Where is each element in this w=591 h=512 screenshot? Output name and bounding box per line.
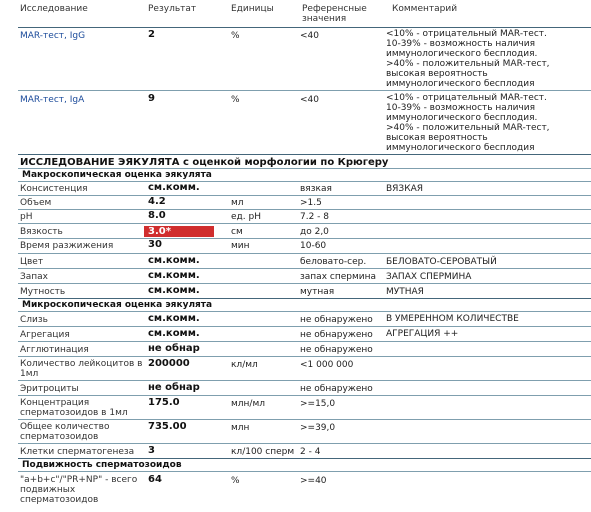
mar-iga-name: MAR-тест, IgA: [20, 95, 85, 105]
row-odor-ref: запах спермина: [300, 272, 377, 282]
row-leukocytes-value: 200000: [148, 358, 190, 369]
row-color-comment: БЕЛОВАТО-СЕРОВАТЫЙ: [386, 257, 497, 267]
row-liquefaction-value: 30: [148, 239, 162, 250]
row-odor-comment: ЗАПАХ СПЕРМИНА: [386, 272, 472, 282]
row-viscosity-ref: до 2,0: [300, 227, 329, 237]
row-leukocytes-ref: <1 000 000: [300, 360, 354, 370]
row-viscosity-unit: см: [231, 227, 243, 237]
row-erythrocytes-ref: не обнаружено: [300, 384, 373, 394]
mar-igg-ref: <40: [300, 31, 319, 41]
divider: [18, 209, 591, 210]
divider: [18, 419, 591, 420]
row-turbidity-name: Мутность: [20, 287, 66, 297]
row-ph-ref: 7.2 - 8: [300, 212, 330, 222]
header-ref: Референсные значения: [302, 4, 367, 24]
mar-igg-comment: <10% - отрицательный MAR-тест. 10-39% - возможность наличия иммунологического бесплодия. >40% - положительный MAR-тест, высокая вероятность иммунологического бесплодия: [386, 29, 550, 89]
row-turbidity-ref: мутная: [300, 287, 335, 297]
row-aggregation-comment: АГРЕГАЦИЯ ++: [386, 329, 459, 339]
row-motile-name: "a+b+c"/"PR+NP" - всего подвижных сперматозоидов: [20, 475, 138, 505]
row-color-value: см.комм.: [148, 255, 200, 266]
row-leukocytes-unit: кл/мл: [231, 360, 258, 370]
mar-iga-comment: <10% - отрицательный MAR-тест. 10-39% - возможность наличия иммунологического бесплодия. >40% - положительный MAR-тест, высокая вероятность иммунологического бесплодия: [386, 93, 550, 153]
row-turbidity-comment: МУТНАЯ: [386, 287, 424, 297]
divider: [18, 471, 591, 472]
divider: [18, 380, 591, 381]
row-liquefaction-unit: мин: [231, 241, 250, 251]
row-motile-value: 64: [148, 474, 162, 485]
divider: [18, 458, 591, 459]
header-test: Исследование: [20, 4, 88, 14]
row-liquefaction-name: Время разжижения: [20, 241, 114, 251]
row-motile-ref: >=40: [300, 476, 327, 486]
row-viscosity-name: Вязкость: [20, 227, 63, 237]
row-concentration-value: 175.0: [148, 397, 180, 408]
divider: [18, 283, 591, 284]
row-aggregation-ref: не обнаружено: [300, 330, 373, 340]
divider: [18, 341, 591, 342]
row-volume-value: 4.2: [148, 196, 166, 207]
divider: [18, 443, 591, 444]
row-concentration-unit: млн/мл: [231, 399, 266, 409]
row-leukocytes-name: Количество лейкоцитов в 1мл: [20, 359, 143, 379]
row-mucus-ref: не обнаружено: [300, 315, 373, 325]
abnormal-flag: [144, 226, 214, 237]
row-mucus-value: см.комм.: [148, 313, 200, 324]
row-motile-unit: %: [231, 476, 240, 486]
row-consistency-comment: ВЯЗКАЯ: [386, 184, 423, 194]
mar-igg-name: MAR-тест, IgG: [20, 31, 86, 41]
header-units: Единицы: [231, 4, 274, 14]
header-comment: Комментарий: [392, 4, 458, 14]
row-mucus-name: Слизь: [20, 315, 48, 325]
divider: [18, 90, 591, 91]
row-consistency-name: Консистенция: [20, 184, 88, 194]
motility-title: Подвижность сперматозоидов: [22, 460, 182, 470]
row-total-count-name: Общее количество сперматозоидов: [20, 422, 110, 442]
row-concentration-name: Концентрация сперматозоидов в 1мл: [20, 398, 128, 418]
row-color-name: Цвет: [20, 257, 44, 267]
row-color-ref: беловато-сер.: [300, 257, 367, 267]
mar-iga-unit: %: [231, 95, 240, 105]
divider: [18, 268, 591, 269]
row-ph-unit: ед. pH: [231, 212, 261, 222]
row-spermatogenesis-value: 3: [148, 445, 155, 456]
mar-iga-ref: <40: [300, 95, 319, 105]
row-total-count-unit: млн: [231, 423, 250, 433]
row-volume-name: Объем: [20, 198, 52, 208]
row-volume-ref: >1.5: [300, 198, 322, 208]
row-turbidity-value: см.комм.: [148, 285, 200, 296]
row-consistency-value: см.комм.: [148, 182, 200, 193]
row-agglutination-value: не обнар: [148, 343, 200, 354]
divider: [18, 326, 591, 327]
divider: [18, 356, 591, 357]
row-agglutination-name: Агглютинация: [20, 345, 89, 355]
row-concentration-ref: >=15,0: [300, 399, 336, 409]
row-erythrocytes-name: Эритроциты: [20, 384, 79, 394]
row-ph-name: pH: [20, 212, 33, 222]
row-total-count-ref: >=39,0: [300, 423, 336, 433]
divider: [18, 168, 591, 169]
row-consistency-ref: вязкая: [300, 184, 332, 194]
macro-title: Макроскопическая оценка эякулята: [22, 170, 212, 180]
row-spermatogenesis-ref: 2 - 4: [300, 447, 321, 457]
row-odor-name: Запах: [20, 272, 49, 282]
row-erythrocytes-value: не обнар: [148, 382, 200, 393]
divider: [18, 27, 591, 28]
row-total-count-value: 735.00: [148, 421, 187, 432]
mar-iga-value: 9: [148, 93, 155, 104]
header-result: Результат: [148, 4, 197, 14]
divider: [18, 395, 591, 396]
row-liquefaction-ref: 10-60: [300, 241, 327, 251]
divider: [18, 223, 591, 224]
row-ph-value: 8.0: [148, 210, 166, 221]
row-aggregation-name: Агрегация: [20, 330, 70, 340]
table-header: [0, 0, 591, 30]
row-volume-unit: мл: [231, 198, 244, 208]
row-mucus-comment: В УМЕРЕННОМ КОЛИЧЕСТВЕ: [386, 314, 519, 324]
divider: [18, 154, 591, 155]
mar-igg-unit: %: [231, 31, 240, 41]
divider: [18, 181, 591, 182]
row-viscosity-value: 3.0*: [148, 226, 171, 237]
mar-igg-value: 2: [148, 29, 155, 40]
divider: [18, 298, 591, 299]
divider: [18, 195, 591, 196]
row-spermatogenesis-unit: кл/100 сперм: [231, 447, 295, 457]
divider: [18, 238, 591, 239]
divider: [18, 311, 591, 312]
divider: [18, 253, 591, 254]
section-title: ИССЛЕДОВАНИЕ ЭЯКУЛЯТА с оценкой морфологии по Крюгеру: [20, 157, 389, 168]
row-spermatogenesis-name: Клетки сперматогенеза: [20, 447, 135, 457]
row-odor-value: см.комм.: [148, 270, 200, 281]
micro-title: Микроскопическая оценка эякулята: [22, 300, 213, 310]
row-agglutination-ref: не обнаружено: [300, 345, 373, 355]
row-aggregation-value: см.комм.: [148, 328, 200, 339]
